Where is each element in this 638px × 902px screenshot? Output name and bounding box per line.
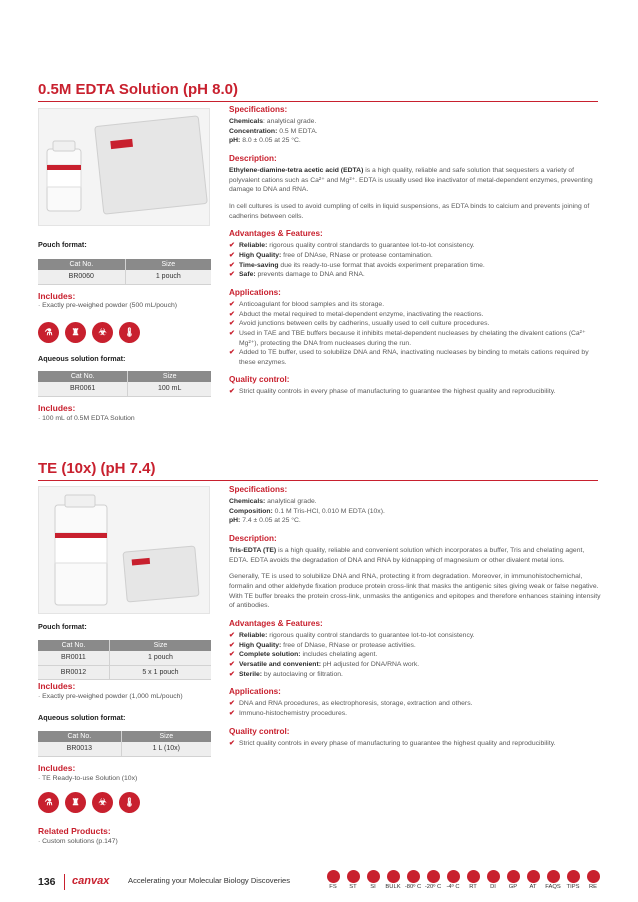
spec-line: Chemicals: analytical grade. [229, 498, 317, 506]
cat-no-cell: BR0013 [38, 742, 121, 756]
check-icon: ✔ [229, 271, 235, 279]
check-icon: ✔ [229, 709, 235, 717]
spec-line: pH: 8.0 ± 0.05 at 25 °C. [229, 137, 301, 145]
footer-slogan: Accelerating your Molecular Biology Discoveries [128, 876, 291, 885]
list-item: ✔ Time-saving due its ready-to-use format that avoids experiment preparation time. [229, 261, 485, 269]
check-icon: ✔ [229, 300, 235, 308]
list-item: ✔ Safe: prevents damage to DNA and RNA. [229, 271, 365, 279]
size-cell: 5 x 1 pouch [109, 665, 211, 679]
hazard-icon: ☣ [92, 322, 113, 343]
list-item: ✔ Added to TE buffer, used to solubilize DNA and RNA, inactivating nucleases by binding to metals cations required by these enzymes. [229, 349, 589, 366]
s1-aqueous-table [38, 371, 211, 397]
table-header: Cat No. [38, 371, 128, 382]
footer-icon-legend [324, 870, 602, 892]
s2-includes-label-2: Includes: [38, 763, 76, 773]
size-cell: 1 L (10x) [121, 742, 211, 756]
table-header: Size [125, 259, 211, 270]
spec-line: Concentration: 0.5 M EDTA. [229, 127, 318, 135]
check-icon: ✔ [229, 739, 235, 747]
lab-coat-icon: ♜ [65, 322, 86, 343]
minus80-icon[interactable]: -80º C [404, 870, 422, 892]
si-icon[interactable]: SI [364, 870, 382, 892]
list-item: ✔ Strict quality controls in every phase of manufacturing to guarantee the highest quality and reproducibility. [229, 388, 556, 396]
s1-advantages-heading: Advantages & Features: [229, 229, 323, 239]
section1-title: 0.5M EDTA Solution (pH 8.0) [38, 81, 239, 98]
s1-description-p1: Ethylene-diamine-tetra acetic acid (EDTA) is a high quality, reliable and safe solution that sequesters a variety of polyvalent cations such as Ca²⁺ and Mg²⁺. EDTA is usually used like inactivator of metal-dependent enzymes, preventing damage to DNA and RNA. [229, 167, 593, 194]
list-item: ✔ Anticoagulant for blood samples and its storage. [229, 300, 385, 308]
table-header: Cat No. [38, 259, 125, 270]
s1-pouch-table [38, 259, 211, 285]
s1-applications-heading: Applications: [229, 287, 281, 297]
related-products-label: Related Products: [38, 826, 111, 836]
table-header: Size [128, 371, 211, 382]
check-icon: ✔ [229, 631, 235, 639]
s2-aqueous-format-label: Aqueous solution format: [38, 713, 126, 722]
te-product-image [38, 486, 210, 614]
s2-pouch-format-label: Pouch format: [38, 622, 87, 631]
s1-includes-text-2: · 100 mL of 0.5M EDTA Solution [38, 415, 135, 422]
table-row [38, 665, 211, 679]
minus4-icon[interactable]: -4º C [444, 870, 462, 892]
table-row [38, 382, 211, 396]
s2-handling-icons [38, 792, 140, 813]
at-icon[interactable]: AT [524, 870, 542, 892]
list-item: ✔ Abduct the metal required to metal-dependent enzyme, inactivating the reactions. [229, 310, 484, 318]
canvax-logo: canvax [72, 875, 110, 887]
cat-no-cell: BR0060 [38, 270, 125, 284]
fs-icon[interactable]: FS [324, 870, 342, 892]
s1-spec-heading: Specifications: [229, 105, 288, 114]
check-icon: ✔ [229, 261, 235, 269]
table-row [38, 651, 211, 665]
check-icon: ✔ [229, 242, 235, 250]
check-icon: ✔ [229, 329, 235, 337]
size-cell: 1 pouch [125, 270, 211, 284]
spec-line: pH: 7.4 ± 0.05 at 25 °C. [229, 517, 301, 525]
check-icon: ✔ [229, 651, 235, 659]
list-item: ✔ Reliable: rigorous quality control standards to guarantee lot-to-lot consistency. [229, 242, 475, 250]
list-item: ✔ Versatile and convenient: pH adjusted for DNA/RNA work. [229, 660, 420, 668]
section1-divider [38, 101, 598, 102]
list-item: ✔ Avoid junctions between cells by cadherins, usually used to cell culture procedures. [229, 320, 490, 328]
s2-advantages-heading: Advantages & Features: [229, 618, 323, 628]
s2-includes-text-2: · TE Ready-to-use Solution (10x) [38, 775, 138, 782]
related-products-text[interactable]: · Custom solutions (p.147) [38, 838, 118, 845]
check-icon: ✔ [229, 641, 235, 649]
tips-icon[interactable]: TIPS [564, 870, 582, 892]
list-item: ✔ High Quality: free of DNAse, RNase or protease contamination. [229, 251, 433, 259]
check-icon: ✔ [229, 660, 235, 668]
table-header: Size [109, 640, 211, 651]
cat-no-cell: BR0061 [38, 382, 128, 396]
s1-aqueous-format-label: Aqueous solution format: [38, 354, 126, 363]
section2-divider [38, 480, 598, 481]
s1-description-heading: Description: [229, 153, 277, 163]
table-header: Size [121, 731, 211, 742]
flask-icon: ⚗ [38, 792, 59, 813]
spec-line: Chemicals: analytical grade. [229, 118, 317, 126]
list-item: ✔ Used in TAE and TBE buffers because it inhibits metal-dependent nucleases by chelating the divalent cations (Ca²⁺ Mg²⁺), protecting the DNA from nucleases during the run. [229, 329, 586, 347]
check-icon: ✔ [229, 310, 235, 318]
hazard-icon: ☣ [92, 792, 113, 813]
cat-no-cell: BR0011 [38, 651, 109, 665]
s1-handling-icons [38, 322, 140, 343]
s2-applications-heading: Applications: [229, 687, 281, 697]
page-footer [38, 870, 602, 898]
thermometer-icon: 🌡 [119, 792, 140, 813]
table-row [38, 742, 211, 756]
check-icon: ✔ [229, 320, 235, 328]
s2-description-heading: Description: [229, 533, 277, 543]
s1-includes-text-1: · Exactly pre-weighed powder (500 mL/pouch) [38, 302, 178, 309]
list-item: ✔ Immuno-histochemistry procedures. [229, 709, 348, 717]
s2-includes-text-1: · Exactly pre-weighed powder (1,000 mL/pouch) [38, 693, 183, 700]
st-icon[interactable]: ST [344, 870, 362, 892]
edta-product-image [38, 108, 210, 226]
page-number: 136 [38, 876, 56, 888]
check-icon: ✔ [229, 388, 235, 396]
table-header: Cat No. [38, 640, 109, 651]
flask-icon: ⚗ [38, 322, 59, 343]
s2-includes-label-1: Includes: [38, 681, 76, 691]
s2-description-p2: Generally, TE is used to solubilize DNA and RNA, protecting it from degradation. Moreover, in immunohistochemichal, formalin and other aldehyde fixation produce protein cross-link that masks the antigenic sites giving weak or false negative. With TE buffer breaks the protein cross-link, unmasks the antigenics and epitopes and therefore enhances staining intensity of antibodies. [229, 573, 601, 610]
cat-no-cell: BR0012 [38, 665, 109, 679]
bulk-icon[interactable]: BULK [384, 870, 402, 892]
spec-line: Composition: 0.1 M Tris-HCl, 0.010 M EDTA (10x). [229, 507, 385, 515]
size-cell: 100 mL [128, 382, 211, 396]
faqs-icon[interactable]: FAQS [544, 870, 562, 892]
table-row [38, 270, 211, 284]
list-item: ✔ Reliable: rigorous quality control standards to guarantee lot-to-lot consistency. [229, 631, 475, 639]
s1-pouch-format-label: Pouch format: [38, 240, 87, 249]
footer-divider [64, 874, 65, 890]
s1-includes-label-1: Includes: [38, 291, 76, 301]
section2-title: TE (10x) (pH 7.4) [38, 460, 156, 477]
list-item: ✔ Complete solution: includes chelating agent. [229, 651, 378, 659]
s1-quality-heading: Quality control: [229, 375, 290, 385]
s2-spec-heading: Specifications: [229, 485, 288, 494]
check-icon: ✔ [229, 700, 235, 708]
s2-description-p1: Tris-EDTA (TE) is a high quality, reliable and convenient solution which incorporates a buffer, Tris and chelating agent, EDTA. EDTA avoids the degradation of DNA and RNA by kidnapping of magnesium or other divalent metal ions. [229, 547, 585, 564]
table-header: Cat No. [38, 731, 121, 742]
size-cell: 1 pouch [109, 651, 211, 665]
gp-icon[interactable]: GP [504, 870, 522, 892]
thermometer-icon: 🌡 [119, 322, 140, 343]
s2-details [229, 484, 601, 748]
check-icon: ✔ [229, 670, 235, 678]
s1-details [229, 104, 601, 397]
s2-aqueous-table [38, 731, 211, 757]
di-icon[interactable]: DI [484, 870, 502, 892]
s2-pouch-table [38, 640, 211, 680]
re-icon[interactable]: RE [584, 870, 602, 892]
minus20-icon[interactable]: -20º C [424, 870, 442, 892]
s1-includes-label-2: Includes: [38, 403, 76, 413]
list-item: ✔ Sterile: by autoclaving or filtration. [229, 670, 343, 678]
check-icon: ✔ [229, 251, 235, 259]
list-item: ✔ Strict quality controls in every phase of manufacturing to guarantee the highest quality and reproducibility. [229, 739, 556, 747]
list-item: ✔ DNA and RNA procedures, as electrophoresis, storage, extraction and others. [229, 700, 473, 708]
list-item: ✔ High Quality: free of DNase, RNase or protease activities. [229, 641, 416, 649]
s1-description-p2: In cell cultures is used to avoid cumpling of cells in liquid suspensions, as EDTA binds to calcium and prevents joining of cadherins between cells. [229, 202, 590, 220]
lab-coat-icon: ♜ [65, 792, 86, 813]
rt-icon[interactable]: RT [464, 870, 482, 892]
s2-quality-heading: Quality control: [229, 726, 290, 736]
check-icon: ✔ [229, 349, 235, 357]
